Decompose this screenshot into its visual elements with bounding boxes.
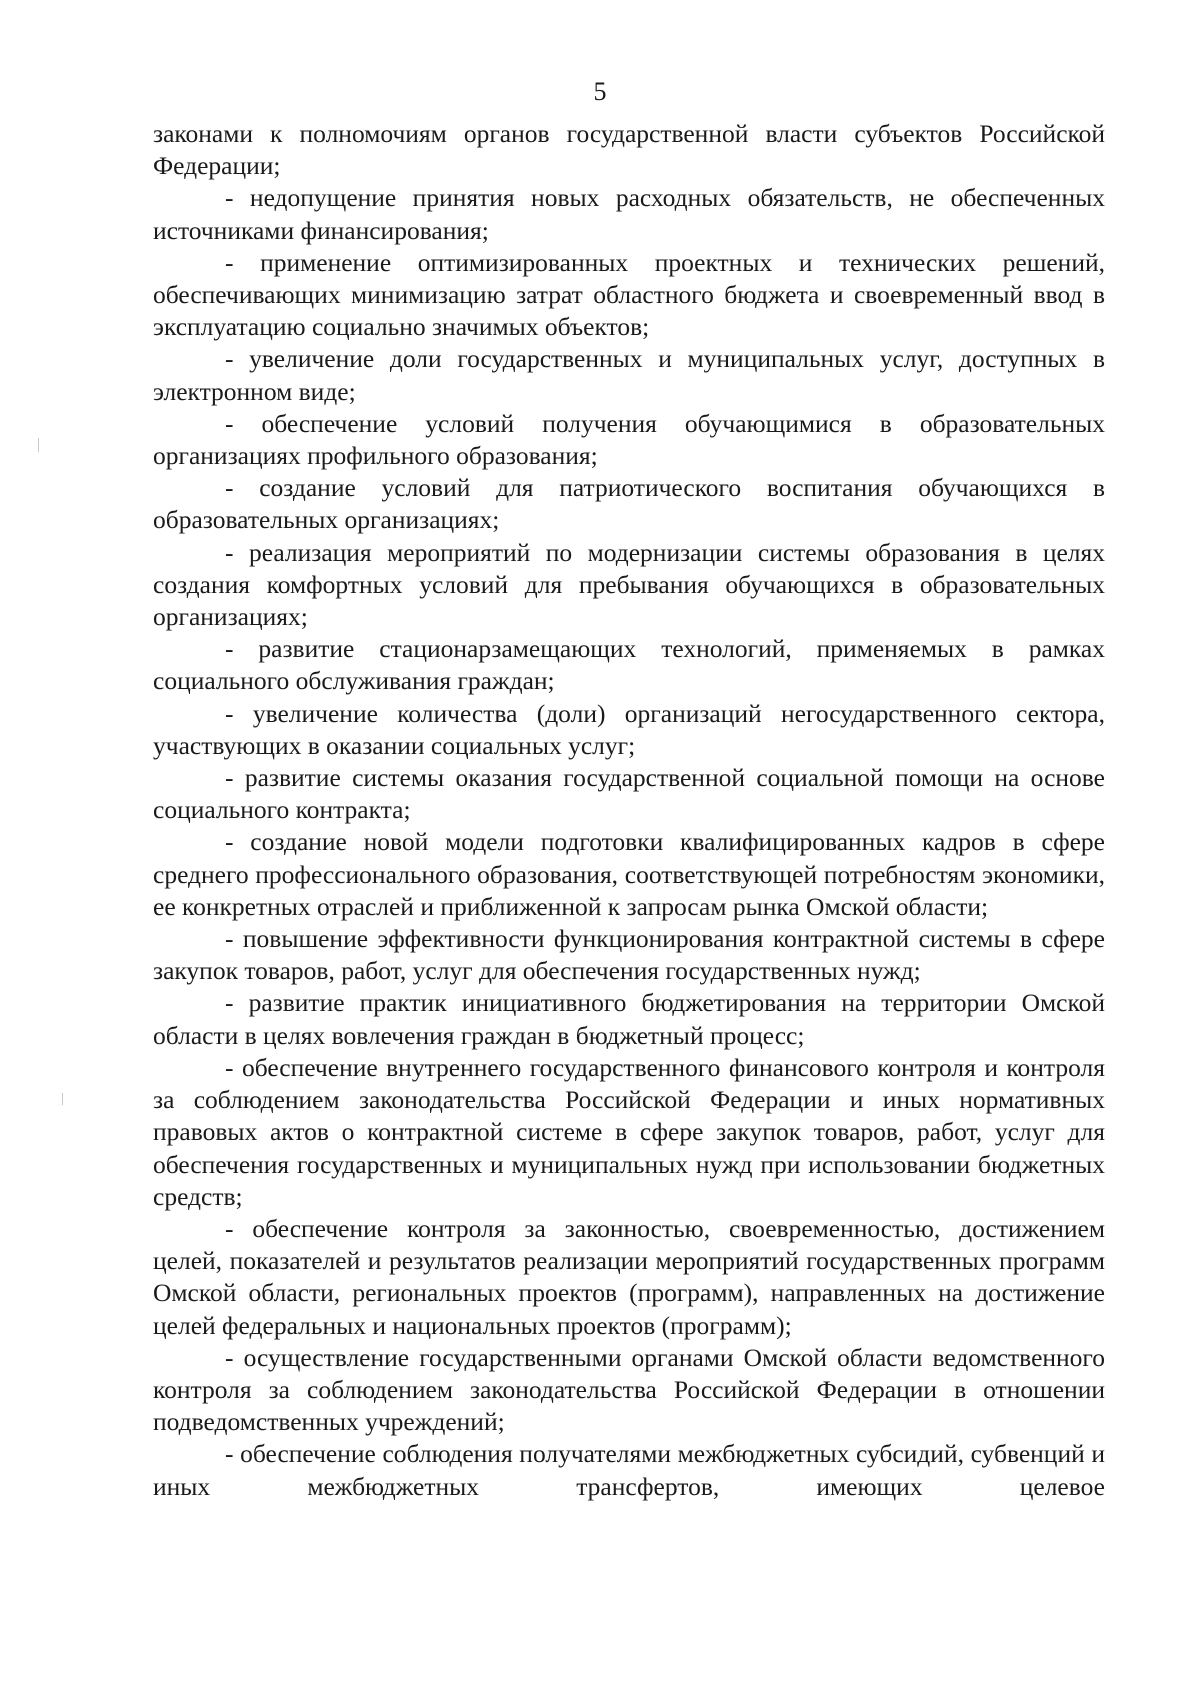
document-body bbox=[153, 118, 1105, 1503]
list-item: - развитие практик инициативного бюджетирования на территории Омской области в целях вовлечения граждан в бюджетный процесс; bbox=[153, 988, 1105, 1050]
list-item: - реализация мероприятий по модернизации системы образования в целях создания комфортных условий для пребывания обучающихся в образовательных организациях; bbox=[153, 537, 1105, 632]
list-item: - создание новой модели подготовки квалифицированных кадров в сфере среднего профессионального образования, соответствующей потребностям экономики, ее конкретных отраслей и приближенной к запросам рынка Омской области; bbox=[153, 827, 1105, 921]
list-item: - увеличение количества (доли) организаций негосударственного сектора, участвующих в оказании социальных услуг; bbox=[153, 698, 1105, 760]
list-item: - недопущение принятия новых расходных обязательств, не обеспеченных источниками финансирования; bbox=[153, 183, 1105, 245]
list-item: - применение оптимизированных проектных и технических решений, обеспечивающих минимизацию затрат областного бюджета и своевременный ввод в эксплуатацию социально значимых объектов; bbox=[153, 247, 1105, 342]
list-item: - обеспечение внутреннего государственного финансового контроля и контроля за соблюдением законодательства Российской Федерации и иных нормативных правовых актов о контрактной системе в сфере закупок товаров, работ, услуг для обеспечения государственных и муниципальных нужд при использовании бюджетных средств; bbox=[153, 1052, 1105, 1211]
list-item: - создание условий для патриотического воспитания обучающихся в образовательных организациях; bbox=[153, 473, 1105, 535]
list-item: - осуществление государственными органами Омской области ведомственного контроля за соблюдением законодательства Российской Федерации в отношении подведомственных учреждений; bbox=[153, 1342, 1105, 1437]
paragraph: законами к полномочиям органов государственной власти субъектов Российской Федерации; bbox=[153, 119, 1105, 181]
list-item: - развитие стационарзамещающих технологий, применяемых в рамках социального обслуживания граждан; bbox=[153, 634, 1105, 696]
list-item: - развитие системы оказания государственной социальной помощи на основе социального контракта; bbox=[153, 763, 1105, 825]
list-item: - обеспечение соблюдения получателями межбюджетных субсидий, субвенций и иных межбюджетных трансфертов, имеющих целевое bbox=[153, 1439, 1105, 1501]
list-item: - обеспечение контроля за законностью, своевременностью, достижением целей, показателей и результатов реализации мероприятий государственных программ Омской области, региональных проектов (программ), направленных на достижение целей федеральных и национальных проектов (программ); bbox=[153, 1213, 1105, 1340]
list-item: - увеличение доли государственных и муниципальных услуг, доступных в электронном виде; bbox=[153, 344, 1105, 406]
scan-speck bbox=[38, 438, 39, 452]
list-item: - повышение эффективности функционирования контрактной системы в сфере закупок товаров, работ, услуг для обеспечения государственных нужд; bbox=[153, 924, 1105, 986]
page-number: 5 bbox=[593, 77, 607, 106]
scan-speck bbox=[62, 1093, 63, 1105]
list-item: - обеспечение условий получения обучающимися в образовательных организациях профильного образования; bbox=[153, 408, 1105, 471]
